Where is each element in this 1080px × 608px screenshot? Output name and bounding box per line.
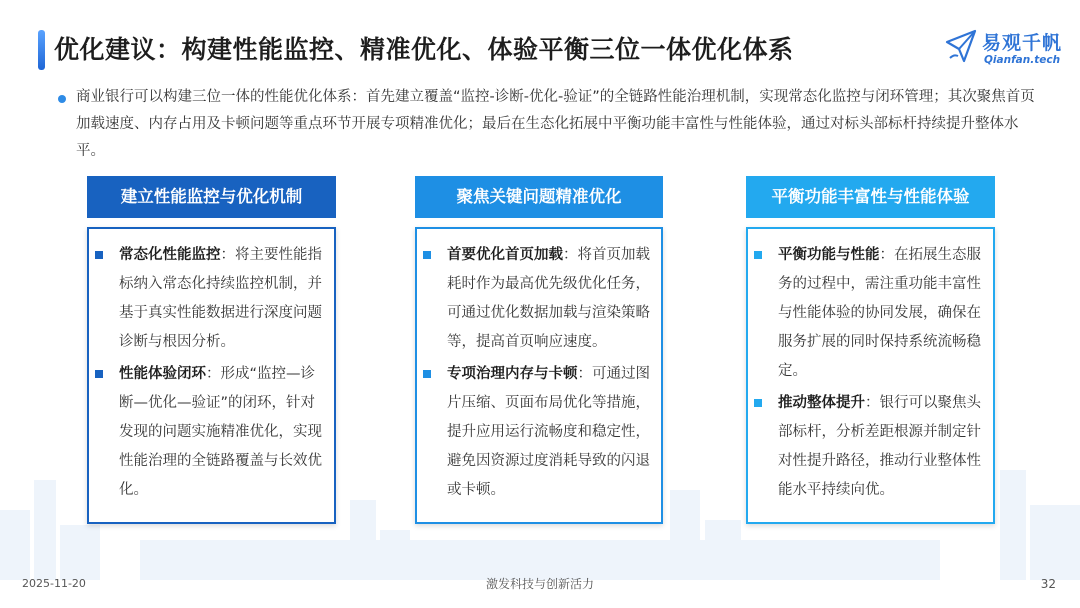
page-number: 32 [1040, 577, 1056, 591]
square-bullet-icon [754, 399, 762, 407]
logo-text-en: Qianfan.tech [984, 54, 1061, 66]
list-item [119, 360, 326, 505]
square-bullet-icon [754, 251, 762, 259]
item-title: 首要优化首页加载 [447, 247, 563, 263]
logo-text-cn: 易观千帆 [982, 32, 1063, 54]
item-title: 性能体验闭环 [119, 366, 206, 382]
list-item [778, 389, 985, 505]
column-card-monitoring [87, 227, 336, 524]
item-text: ：形成“监控—诊断—优化—验证”的闭环，针对发现的问题实施精准优化，实现性能治理的全链路覆盖与长效优化。 [119, 366, 322, 498]
footer-date: 2025-11-20 [22, 577, 86, 590]
paper-plane-logo-icon [944, 28, 978, 66]
item-text: ：将主要性能指标纳入常态化持续监控机制，并基于真实性能数据进行深度问题诊断与根因分析。 [119, 247, 322, 350]
column-card-balance [746, 227, 995, 524]
column-header-precision: 聚焦关键问题精准优化 [415, 176, 663, 218]
square-bullet-icon [95, 370, 103, 378]
column-header-balance: 平衡功能丰富性与性能体验 [746, 176, 995, 218]
item-text: ：银行可以聚焦头部标杆，分析差距根源并制定针对性提升路径，推动行业整体性能水平持续向优。 [778, 395, 981, 498]
list-item [778, 241, 985, 386]
item-text: ：在拓展生态服务的过程中，需注重功能丰富性与性能体验的协同发展，确保在服务扩展的同时保持系统流畅稳定。 [778, 247, 981, 379]
item-title: 推动整体提升 [778, 395, 865, 411]
square-bullet-icon [423, 251, 431, 259]
item-title: 专项治理内存与卡顿 [447, 366, 578, 382]
item-text: ：将首页加载耗时作为最高优先级优化任务，可通过优化数据加载与渲染策略等，提高首页响应速度。 [447, 247, 650, 350]
square-bullet-icon [423, 370, 431, 378]
column-card-precision [415, 227, 663, 524]
item-title: 平衡功能与性能 [778, 247, 880, 263]
brand-logo [944, 26, 1064, 72]
item-title: 常态化性能监控 [119, 247, 221, 263]
intro-paragraph: 商业银行可以构建三位一体的性能优化体系：首先建立覆盖“监控-诊断-优化-验证”的全链路性能治理机制，实现常态化监控与闭环管理；其次聚焦首页加载速度、内存占用及卡顿问题等重点环节开展专项精准优化；最后在生态化拓展中平衡功能丰富性与性能体验，通过对标头部标杆持续提升整体水平。 [76, 89, 1035, 159]
intro-bullet-icon [58, 95, 66, 103]
page-title: 优化建议：构建性能监控、精准优化、体验平衡三位一体优化体系 [54, 35, 794, 64]
list-item [119, 241, 326, 357]
title-accent-bar [38, 30, 45, 70]
item-text: ：可通过图片压缩、页面布局优化等措施，提升应用运行流畅度和稳定性，避免因资源过度消耗导致的闪退或卡顿。 [447, 366, 650, 498]
list-item [447, 360, 653, 505]
square-bullet-icon [95, 251, 103, 259]
column-header-monitoring: 建立性能监控与优化机制 [87, 176, 336, 218]
list-item [447, 241, 653, 357]
footer-slogan: 激发科技与创新活力 [485, 577, 594, 591]
